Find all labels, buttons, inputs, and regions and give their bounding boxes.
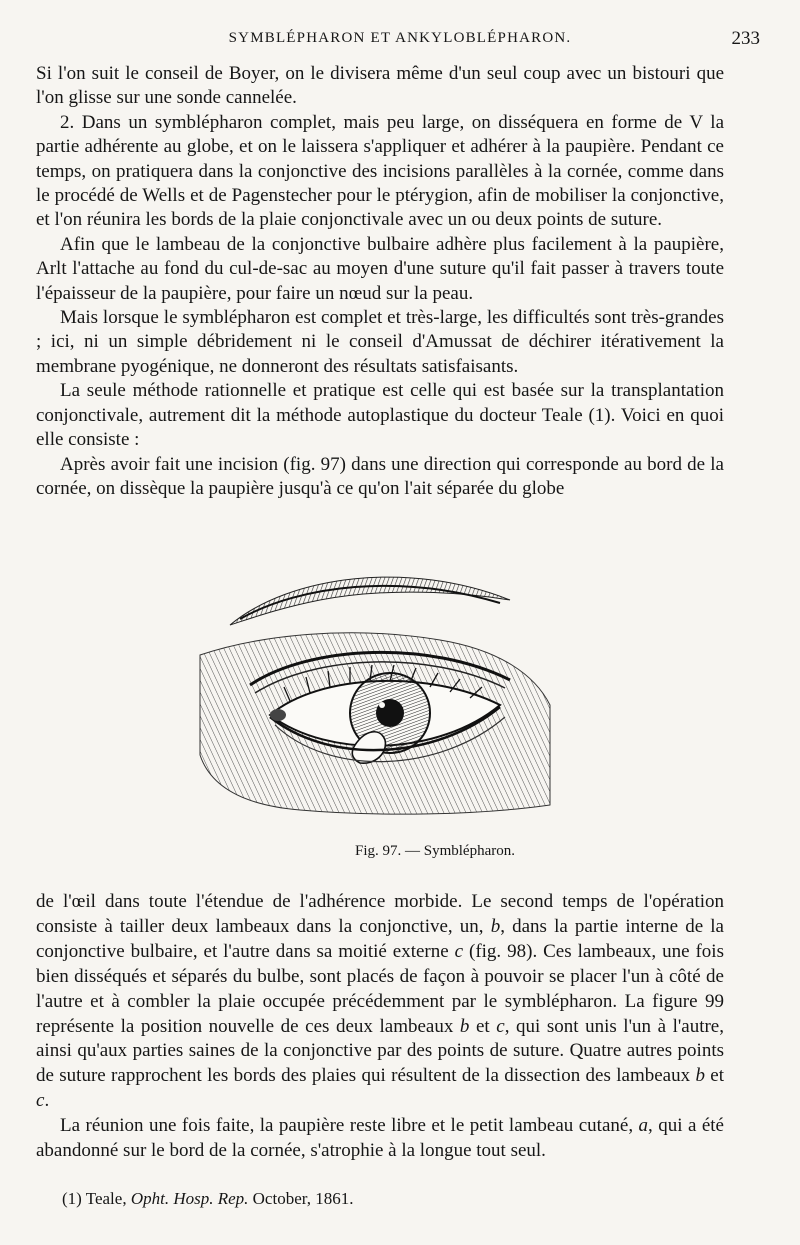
letter-label: a bbox=[638, 1115, 649, 1137]
footnote-marker: (1) Teale, bbox=[62, 1189, 131, 1208]
figure-eye-engraving bbox=[180, 555, 560, 825]
text-run: , dans la partie interne de la conjonctive bulbaire, et l'autre dans sa moitié externe bbox=[36, 915, 724, 962]
figure-caption: Fig. 97. — Symblépharon. bbox=[355, 843, 515, 859]
paragraph: Après avoir fait une incision (fig. 97) dans une direction qui corresponde au bord de la cornée, on dissèque la paupière jusqu'à ce qu'on l'ait séparée du globe bbox=[36, 453, 724, 499]
paragraph: Afin que le lambeau de la conjonctive bulbaire adhère plus facilement à la paupière, Arlt l'attache au fond du cul-de-sac au moyen d'une suture qu'il fait passer à travers toute l'épaisseur de la paupière, pour faire un nœud sur la peau. bbox=[36, 233, 724, 304]
text-run: La réunion une fois faite, la paupière reste libre et le petit lambeau cutané, bbox=[60, 1115, 639, 1137]
page-number: 233 bbox=[731, 28, 760, 49]
footnote-journal: Opht. Hosp. Rep. bbox=[130, 1189, 249, 1208]
text-run: , qui sont unis l'un à l'autre, ainsi qu'aux parties saines de la conjonctive par des points de suture. Quatre autres points de suture rapprochent les bords des plaies qui résultent de la dissection des lambeaux bbox=[36, 1015, 724, 1087]
letter-label: c bbox=[496, 1015, 505, 1037]
letter-label: b bbox=[459, 1015, 470, 1037]
text-run: (fig. 98). Ces lambeaux, une fois bien disséqués et séparés du bulbe, sont placés de façon à pouvoir se placer l'un à côté de l'autre et à combler la plaie occupée précédemment par le symblépharon. La figure 99 représente la position nouvelle de ces deux lambeaux bbox=[36, 940, 724, 1037]
paragraph bbox=[36, 1114, 724, 1164]
eye-engraving-icon bbox=[180, 555, 560, 825]
letter-label: b bbox=[695, 1065, 705, 1087]
letter-label: c bbox=[36, 1090, 45, 1112]
text-block-bottom bbox=[36, 890, 724, 1164]
paragraph: Si l'on suit le conseil de Boyer, on le divisera même d'un seul coup avec un bistouri que l'on glisse sur une sonde cannelée. bbox=[36, 63, 724, 109]
footnote-date: October, 1861. bbox=[248, 1189, 354, 1208]
letter-label: c bbox=[454, 940, 464, 962]
footnote bbox=[62, 1189, 353, 1209]
paragraph: Mais lorsque le symblépharon est complet et très-large, les difficultés sont très-grandes ; ici, ni un simple débridement ni le conseil d'Amussat de déchirer itérativement la membrane pyogénique, ne donneront des résultats satisfaisants. bbox=[36, 307, 724, 377]
running-title: SYMBLÉPHARON ET ANKYLOBLÉPHARON. bbox=[228, 30, 572, 46]
paragraph: La seule méthode rationnelle et pratique est celle qui est basée sur la transplantation conjonctivale, autrement dit la méthode autoplastique du docteur Teale (1). Voici en quoi elle consiste : bbox=[36, 380, 724, 451]
text-run: et bbox=[469, 1015, 497, 1037]
text-run: , qui a été abandonné sur le bord de la cornée, s'atrophie à la longue tout seul. bbox=[36, 1115, 724, 1162]
text-run: de l'œil dans toute l'étendue de l'adhérence morbide. Le second temps de l'opération consiste à tailler deux lambeaux dans la conjonctive, un, bbox=[36, 891, 724, 937]
text-block-top bbox=[36, 62, 724, 501]
letter-label: b bbox=[490, 915, 501, 937]
paragraph: 2. Dans un symblépharon complet, mais peu large, on disséquera en forme de V la partie adhérente au globe, et on le laissera s'appliquer et adhérer à la paupière. Pendant ce temps, on pratiquera dans la conjonctive des incisions parallèles à la cornée, comme dans le procédé de Wells et de Pagenstecher pour le ptérygion, afin de mobiliser la conjonctive, et l'on réunira les bords de la plaie conjonctivale avec un ou deux points de suture. bbox=[36, 111, 724, 231]
text-run: . bbox=[44, 1090, 50, 1112]
paragraph bbox=[36, 890, 724, 1114]
text-run: et bbox=[704, 1065, 724, 1087]
page-header bbox=[40, 30, 760, 54]
